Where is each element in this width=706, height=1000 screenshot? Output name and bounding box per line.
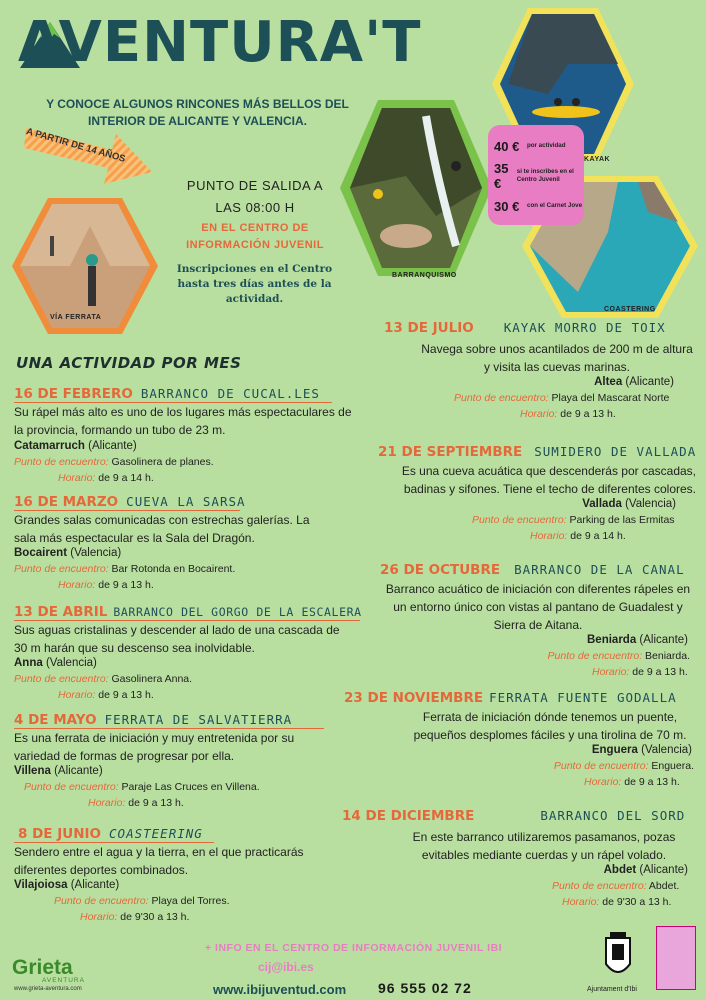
grieta-logo-subtitle: AVENTURA <box>42 977 85 984</box>
meeting-label: Punto de encuentro: <box>472 514 567 526</box>
price-desc: si te inscribes en el Centro Juvenil <box>516 168 574 183</box>
footer-phone: 96 555 02 72 <box>378 980 472 996</box>
departure-line1: PUNTO DE SALIDA A <box>186 178 324 193</box>
schedule-label: Horario: <box>562 896 600 908</box>
schedule-value: de 9 a 13 h. <box>98 689 154 701</box>
activity-date: 14 DE DICIEMBRE <box>342 808 475 824</box>
activity-item <box>378 444 696 542</box>
activity-town: Vallada <box>582 498 622 510</box>
activity-desc: Navega sobre unos acantilados de 200 m de altura y visita las cuevas marinas. <box>421 342 693 374</box>
meeting-place: Beniarda. <box>645 650 690 662</box>
activity-region: (Alicante) <box>625 376 674 388</box>
departure-line2: LAS 08:00 H <box>215 200 295 215</box>
activity-region: (Valencia) <box>625 498 676 510</box>
schedule-value: de 9 a 13 h. <box>128 797 184 809</box>
activity-region: (Alicante) <box>70 879 120 891</box>
schedule-label: Horario: <box>58 472 96 484</box>
activity-town: Bocairent <box>14 547 68 559</box>
activity-town: Enguera <box>591 744 638 756</box>
schedule-value: de 9 a 14 h. <box>98 472 154 484</box>
activity-name: BARRANCO DEL SORD <box>540 808 686 823</box>
section-title: UNA ACTIVIDAD POR MES <box>16 354 242 372</box>
meeting-label: Punto de encuentro: <box>54 895 149 907</box>
schedule-label: Horario: <box>520 408 558 420</box>
ferrata-photo-label: VÍA FERRATA <box>50 314 102 321</box>
activity-date: 16 DE MARZO <box>14 494 119 510</box>
activity-region: (Alicante) <box>639 634 688 646</box>
activity-item <box>380 562 696 678</box>
ajuntament-crest-icon <box>590 930 646 986</box>
footer-web-link[interactable]: www.ibijuventud.com <box>213 982 347 997</box>
activity-name: KAYAK MORRO DE TOIX <box>503 320 666 335</box>
schedule-value: de 9 a 13 h. <box>560 408 616 420</box>
meeting-label: Punto de encuentro: <box>14 456 109 468</box>
schedule-value: de 9 a 13 h. <box>624 776 680 788</box>
activity-region: (Alicante) <box>54 765 103 777</box>
meeting-place: Playa del Torres. <box>151 895 230 907</box>
activity-desc: Grandes salas comunicadas con estrechas galerías. La sala más espectacular es la Sala del Dragón. <box>14 513 310 545</box>
schedule-value: de 9'30 a 13 h. <box>120 911 190 923</box>
activity-name: BARRANCO DE LA CANAL <box>514 562 685 577</box>
activity-name: CUEVA LA SARSA <box>126 494 246 509</box>
activity-desc: Sendero entre el agua y la tierra, en el que practicarás diferentes deportes combinados. <box>14 845 304 877</box>
schedule-value: de 9'30 a 13 h. <box>602 896 672 908</box>
meeting-label: Punto de encuentro: <box>24 781 119 793</box>
schedule-label: Horario: <box>88 797 126 809</box>
coastering-photo-label: COASTERING <box>604 306 656 313</box>
activity-date: 23 DE NOVIEMBRE <box>344 690 484 706</box>
price-row <box>488 161 584 191</box>
activity-region: (Valencia) <box>45 657 97 669</box>
footer-info: + INFO EN EL CENTRO DE INFORMACIÓN JUVENIL IBI <box>205 942 503 954</box>
schedule-label: Horario: <box>80 911 118 923</box>
activity-item <box>344 690 696 788</box>
activity-item <box>384 320 696 420</box>
schedule-value: de 9 a 14 h. <box>570 530 626 542</box>
activity-town: Altea <box>594 376 623 388</box>
activity-desc: Ferrata de iniciación dónde tenemos un puente, pequeños desplomes fáciles y una tirolina de 70 m. <box>413 710 687 742</box>
activity-name: COASTEERING <box>109 826 203 841</box>
activity-item <box>14 826 364 923</box>
activity-town: Beniarda <box>587 634 637 646</box>
schedule-label: Horario: <box>584 776 622 788</box>
activity-name: FERRATA FUENTE GODALLA <box>489 690 677 705</box>
price-row <box>488 131 584 161</box>
signup-note: Inscripciones en el Centro hasta tres días antes de la actividad. <box>176 263 333 305</box>
meeting-label: Punto de encuentro: <box>552 880 647 892</box>
activity-item <box>14 494 364 591</box>
schedule-label: Horario: <box>58 579 96 591</box>
price-desc: por actividad <box>527 142 566 149</box>
activity-item <box>14 604 364 701</box>
kayak-photo-label: KAYAK <box>584 156 611 163</box>
ajuntament-label: Ajuntament d'Ibi <box>587 986 637 993</box>
meeting-place: Parking de las Ermitas <box>569 514 675 526</box>
meeting-place: Playa del Mascarat Norte <box>551 392 670 404</box>
activity-name: FERRATA DE SALVATIERRA <box>104 712 293 727</box>
centro-juvenil-logo <box>656 926 696 990</box>
barranquismo-photo <box>336 96 496 280</box>
schedule-value: de 9 a 13 h. <box>632 666 688 678</box>
activity-region: (Valencia) <box>641 744 692 756</box>
grieta-logo: Grieta <box>12 956 73 979</box>
meeting-label: Punto de encuentro: <box>454 392 549 404</box>
activity-date: 26 DE OCTUBRE <box>380 562 501 578</box>
activity-desc: Su rápel más alto es uno de los lugares más espectaculares de la provincia, formando un tubo de 23 m. <box>14 405 352 437</box>
footer-email-link[interactable]: cij@ibi.es <box>258 960 314 974</box>
barranquismo-photo-label: BARRANQUISMO <box>392 272 457 279</box>
meeting-label: Punto de encuentro: <box>553 760 649 772</box>
meeting-label: Punto de encuentro: <box>547 650 643 662</box>
departure-place: EN EL CENTRO DE INFORMACIÓN JUVENIL <box>186 222 324 251</box>
activity-town: Villena <box>14 765 51 777</box>
meeting-place: Paraje Las Cruces en Villena. <box>121 781 260 793</box>
activity-date: 13 DE JULIO <box>384 320 474 336</box>
meeting-label: Punto de encuentro: <box>14 673 109 685</box>
activity-region: (Alicante) <box>639 864 688 876</box>
activity-item <box>342 808 696 908</box>
schedule-label: Horario: <box>592 666 630 678</box>
activity-date: 21 DE SEPTIEMBRE <box>378 444 523 460</box>
activity-date: 8 DE JUNIO <box>18 826 102 842</box>
activity-name: BARRANCO DE CUCAL.LES <box>140 386 320 401</box>
activity-town: Abdet <box>603 864 637 876</box>
activity-desc: Es una cueva acuática que descenderás por cascadas, badinas y sifones. Tiene el techo de diferentes colores. <box>401 464 696 496</box>
activity-region: (Alicante) <box>88 440 137 452</box>
activity-region: (Valencia) <box>70 547 122 559</box>
price-amount: 35 € <box>494 161 509 191</box>
activity-desc: Sus aguas cristalinas y descender al lado de una cascada de 30 m harán que su descenso sea inolvidable. <box>14 623 340 655</box>
schedule-value: de 9 a 13 h. <box>98 579 154 591</box>
activity-town: Anna <box>14 657 43 669</box>
grieta-url: www.grieta-aventura.com <box>14 986 82 992</box>
activity-item <box>14 386 364 484</box>
price-amount: 30 € <box>494 198 520 214</box>
activity-item <box>14 712 364 809</box>
departure-info <box>170 175 340 219</box>
schedule-label: Horario: <box>58 689 96 701</box>
activity-date: 13 DE ABRIL <box>14 604 108 620</box>
age-badge-label: A PARTIR DE 14 AÑOS <box>24 126 127 165</box>
price-box <box>488 125 584 225</box>
activity-name: BARRANCO DEL GORGO DE LA ESCALERA <box>113 605 362 619</box>
activity-town: Vilajoiosa <box>14 879 68 891</box>
price-amount: 40 € <box>494 138 520 154</box>
activity-date: 16 DE FEBRERO <box>14 386 133 402</box>
meeting-label: Punto de encuentro: <box>14 563 109 575</box>
page-title: AVENTURA'T <box>18 10 422 75</box>
page-subtitle: Y CONOCE ALGUNOS RINCONES MÁS BELLOS DEL INTERIOR DE ALICANTE Y VALENCIA. <box>46 97 349 128</box>
activity-date: 4 DE MAYO <box>14 712 97 728</box>
meeting-place: Bar Rotonda en Bocairent. <box>111 563 236 575</box>
activity-desc: Barranco acuático de iniciación con diferentes rápeles en un entorno único con vistas al pantano de Guadalest y Sierra de Aitana. <box>385 582 691 632</box>
meeting-place: Gasolinera de planes. <box>111 456 214 468</box>
meeting-place: Enguera. <box>651 760 694 772</box>
meeting-place: Gasolinera Anna. <box>111 673 193 685</box>
price-desc: con el Carnet Jove <box>527 202 583 209</box>
activity-town: Catamarruch <box>14 440 85 452</box>
schedule-label: Horario: <box>530 530 568 542</box>
activity-desc: En este barranco utilizaremos pasamanos, pozas evitables mediante cuerdas y un rápel volado. <box>412 830 676 862</box>
price-row <box>488 191 584 221</box>
meeting-place: Abdet. <box>648 880 680 892</box>
activity-name: SUMIDERO DE VALLADA <box>534 444 697 459</box>
activity-desc: Es una ferrata de iniciación y muy entretenida por su variedad de formas de progresar por ella. <box>14 731 295 763</box>
